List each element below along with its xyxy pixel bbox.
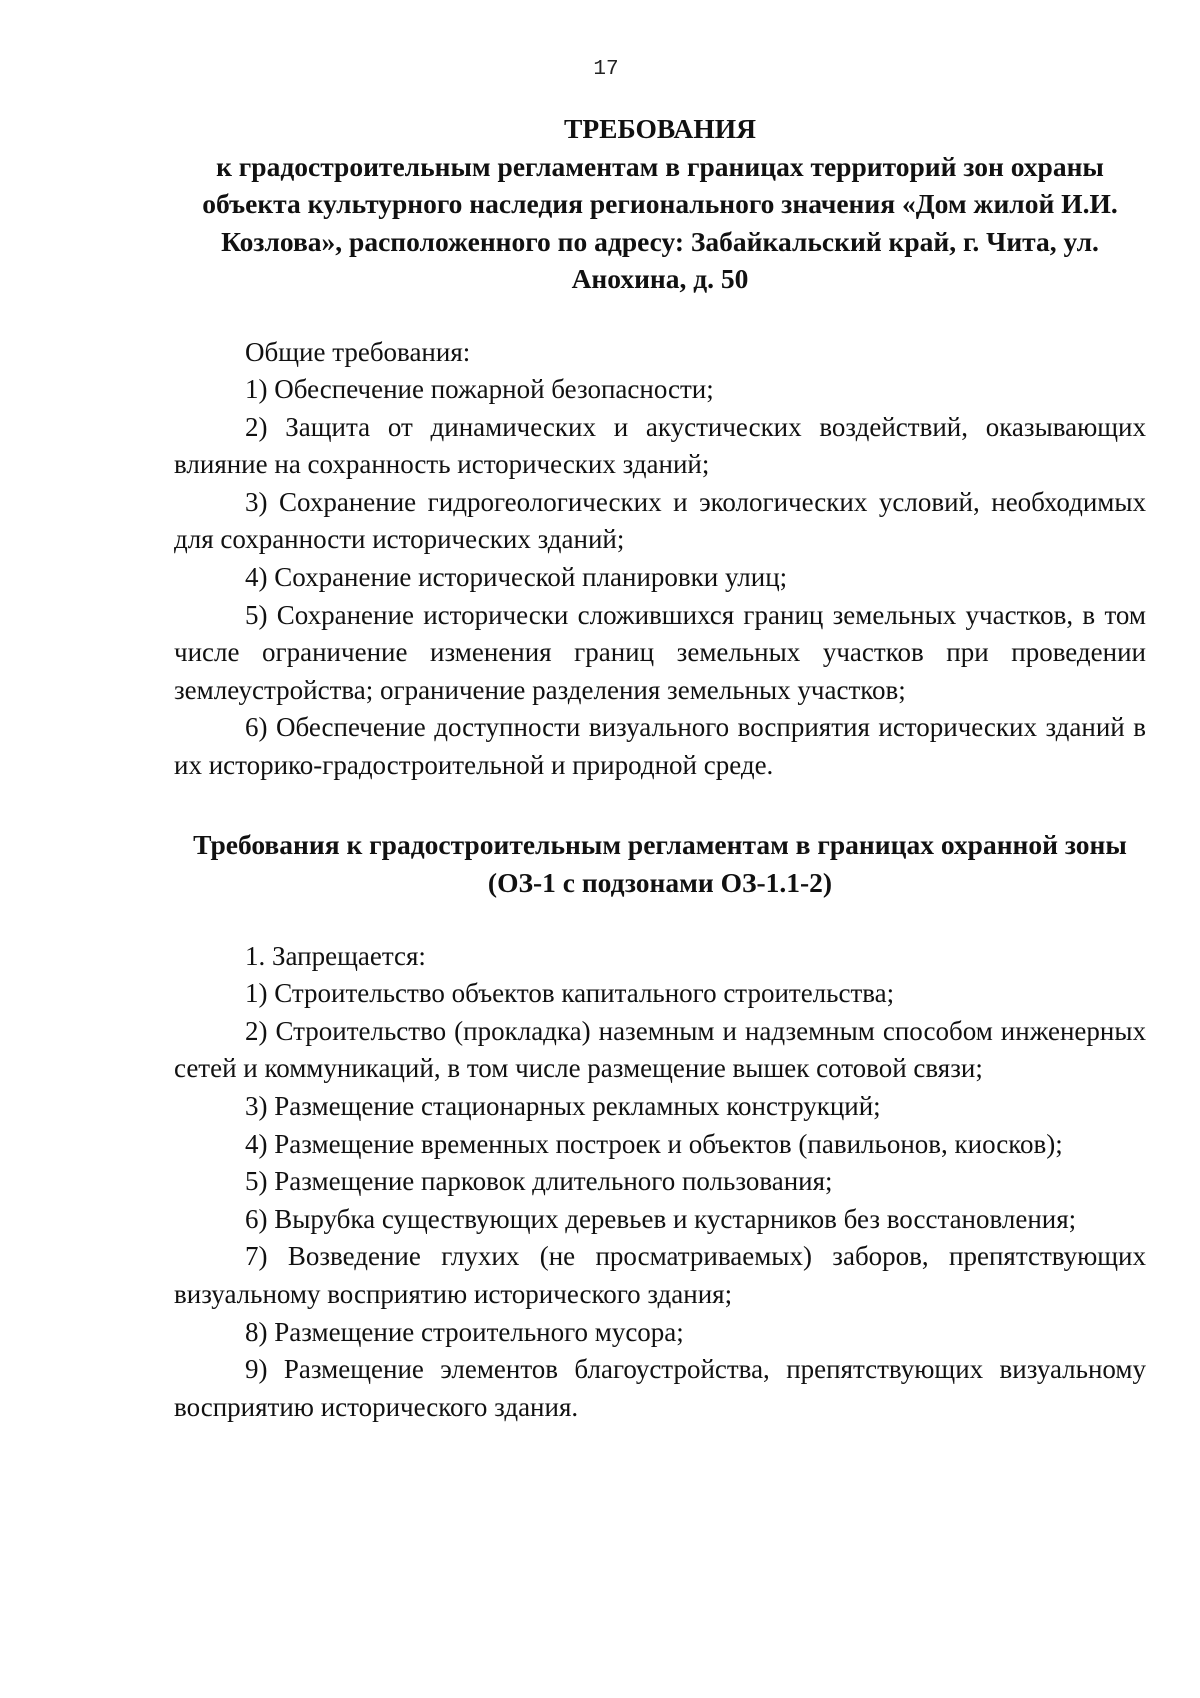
list-item: 1) Обеспечение пожарной безопасности; bbox=[245, 374, 714, 405]
heading-line: Требования к градостроительным регламентам в границах охранной зоны bbox=[193, 828, 1127, 860]
general-requirements-section bbox=[174, 334, 1146, 785]
list-item: 1) Строительство объектов капитального строительства; bbox=[245, 978, 895, 1009]
list-item: 7) Возведение глухих (не просматриваемых) заборов, препятствующих визуальному восприятию исторического здания; bbox=[174, 1241, 1146, 1309]
title-line: Анохина, д. 50 bbox=[571, 263, 749, 294]
title-line: ТРЕБОВАНИЯ bbox=[564, 113, 756, 144]
heading-line: (ОЗ-1 с подзонами ОЗ-1.1-2) bbox=[487, 866, 833, 898]
protected-zone-section bbox=[174, 938, 1146, 1427]
list-item: 3) Сохранение гидрогеологических и экологических условий, необходимых для сохранности исторических зданий; bbox=[174, 486, 1146, 555]
page-number: 17 bbox=[593, 58, 619, 81]
title-line: Козлова», расположенного по адресу: Забайкальский край, г. Чита, ул. bbox=[221, 225, 1099, 257]
title-line: к градостроительным регламентам в границах территорий зон охраны bbox=[216, 150, 1104, 182]
list-item: 4) Сохранение исторической планировки улиц; bbox=[245, 562, 788, 593]
list-item: 6) Обеспечение доступности визуального восприятия исторических зданий в их историко-градостроительной и природной среде. bbox=[174, 712, 1146, 781]
document-body bbox=[174, 110, 1146, 1426]
list-item: 2) Защита от динамических и акустических воздействий, оказывающих влияние на сохранность исторических зданий; bbox=[174, 411, 1146, 480]
protected-zone-heading bbox=[174, 826, 1146, 902]
list-item: 5) Сохранение исторически сложившихся границ земельных участков, в том числе ограничение изменения границ земельных участков при проведении землеустройства; ограничение разделения земельных участков; bbox=[174, 599, 1146, 705]
list-item: 9) Размещение элементов благоустройства, препятствующих визуальному восприятию исторического здания. bbox=[174, 1354, 1146, 1422]
list-item: 8) Размещение строительного мусора; bbox=[245, 1316, 684, 1347]
title-line: объекта культурного наследия регионального значения «Дом жилой И.И. bbox=[202, 188, 1118, 219]
list-item: 3) Размещение стационарных рекламных конструкций; bbox=[245, 1091, 881, 1121]
list-item: 4) Размещение временных построек и объектов (павильонов, киосков); bbox=[245, 1128, 1063, 1159]
list-item: 6) Вырубка существующих деревьев и кустарников без восстановления; bbox=[245, 1203, 1077, 1234]
document-title bbox=[174, 110, 1146, 298]
list-item: 2) Строительство (прокладка) наземным и надземным способом инженерных сетей и коммуникаций, в том числе размещение вышек сотовой связи; bbox=[174, 1015, 1146, 1084]
general-requirements-intro: Общие требования: bbox=[245, 336, 471, 367]
prohibited-intro: 1. Запрещается: bbox=[245, 940, 426, 971]
list-item: 5) Размещение парковок длительного пользования; bbox=[245, 1166, 833, 1197]
